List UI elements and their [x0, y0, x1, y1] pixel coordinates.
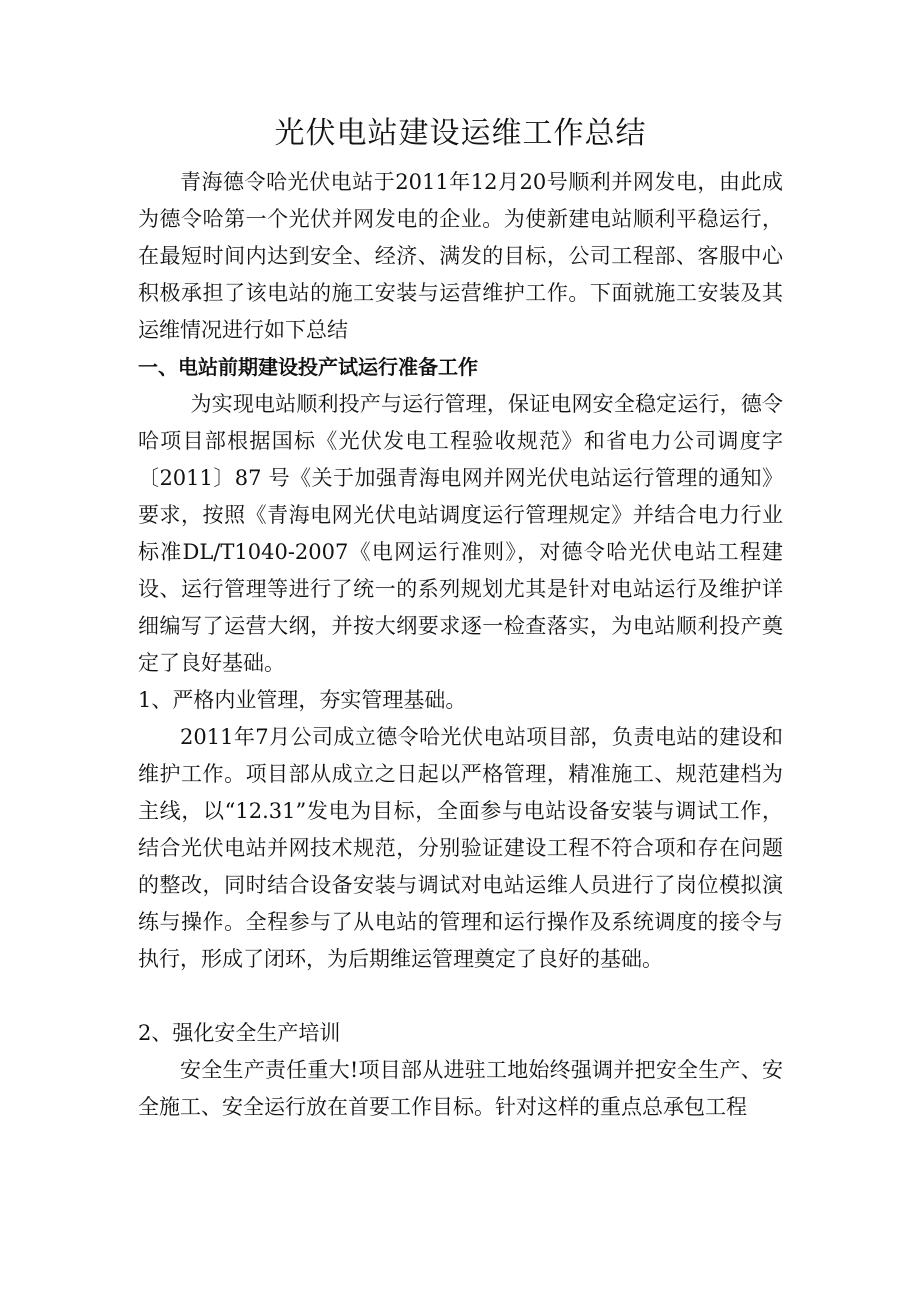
paragraph-spacer [138, 978, 783, 1015]
item-1-paragraph: 2011年7月公司成立德令哈光伏电站项目部，负责电站的建设和维护工作。项目部从成立之日起以严格管理，精准施工、规范建档为主线，以“12.31”发电为目标，全面参与电站设备安装与调试工作，结合光伏电站并网技术规范，分别验证建设工程不符合项和存在问题的整改，同时结合设备安装与调试对电站运维人员进行了岗位模拟演练与操作。全程参与了从电站的管理和运行操作及系统调度的接令与执行，形成了闭环，为后期维运管理奠定了良好的基础。 [138, 725, 783, 971]
item-2-heading: 2、强化安全生产培训 [138, 1021, 341, 1045]
document-title: 光伏电站建设运维工作总结 [274, 116, 647, 151]
section-1-heading: 一、电站前期建设投产试运行准备工作 [138, 355, 478, 379]
item-2-paragraph: 安全生产责任重大!项目部从进驻工地始终强调并把安全生产、安全施工、安全运行放在首要工作目标。针对这样的重点总承包工程 [138, 1058, 783, 1119]
intro-paragraph: 青海德令哈光伏电站于2011年12月20号顺利并网发电，由此成为德令哈第一个光伏并网发电的企业。为使新建电站顺利平稳运行，在最短时间内达到安全、经济、满发的目标，公司工程部、客服中心积极承担了该电站的施工安装与运营维护工作。下面就施工安装及其运维情况进行如下总结 [138, 170, 783, 342]
document-page [138, 112, 783, 1126]
item-1-heading: 1、严格内业管理，夯实管理基础。 [138, 688, 467, 712]
section-1-paragraph: 为实现电站顺利投产与运行管理，保证电网安全稳定运行，德令哈项目部根据国标《光伏发电工程验收规范》和省电力公司调度字〔2011〕87 号《关于加强青海电网并网光伏电站运行管理的通知》要求，按照《青海电网光伏电站调度运行管理规定》并结合电力行业标准DL/T1040-2007《电网运行准则》，对德令哈光伏电站工程建设、运行管理等进行了统一的系列规划尤其是针对电站运行及维护详细编写了运营大纲，并按大纲要求逐一检查落实，为电站顺利投产奠定了良好基础。 [138, 392, 783, 675]
